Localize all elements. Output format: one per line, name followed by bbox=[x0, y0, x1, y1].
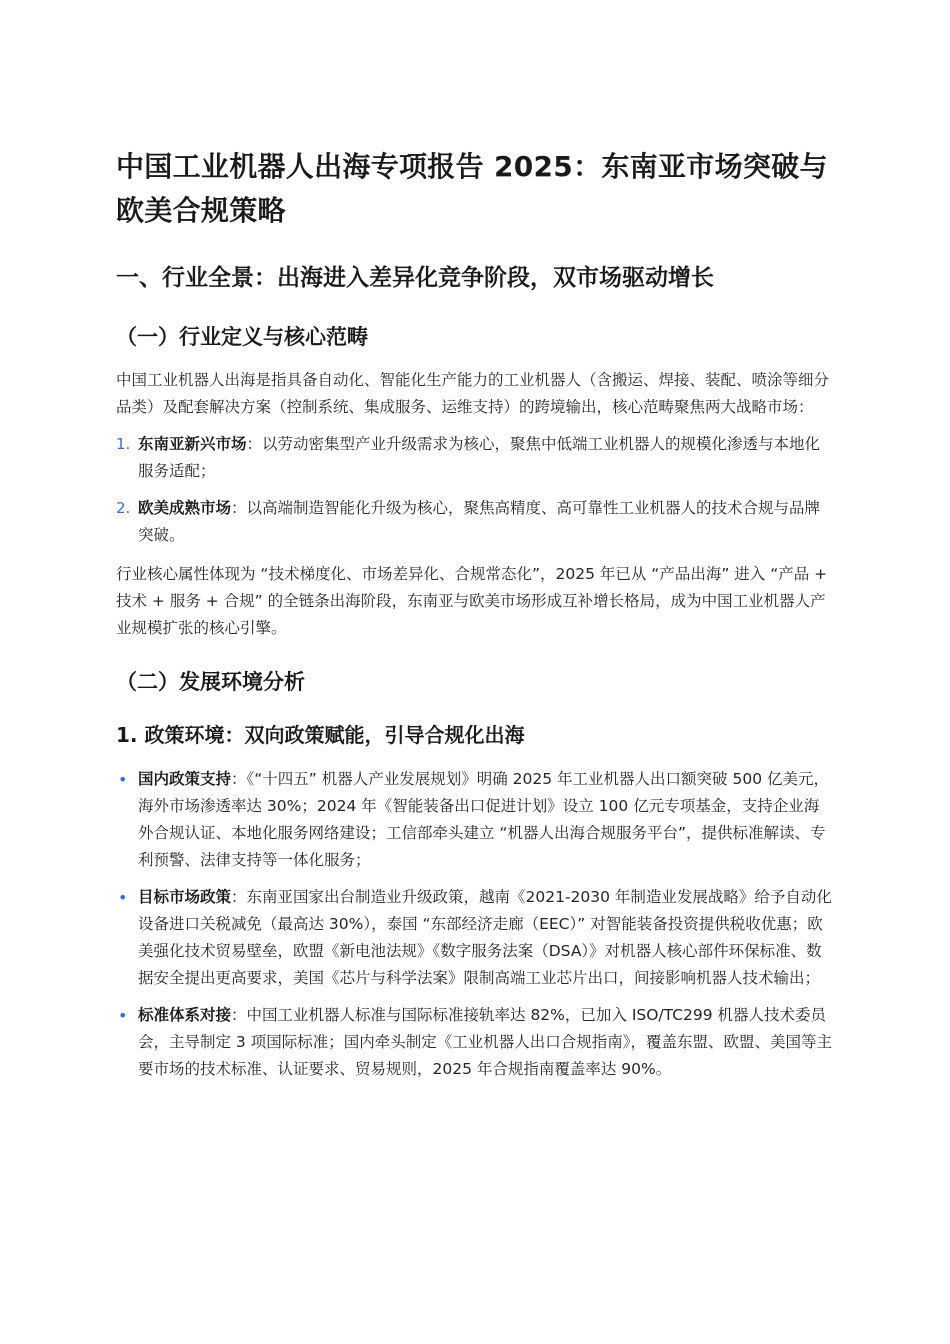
list-item-label: 欧美成熟市场 bbox=[138, 499, 232, 517]
list-item-text: ：东南亚国家出台制造业升级政策，越南《2021-2030 年制造业发展战略》给予自动化设备进口关税减免（最高达 30%），泰国 “东部经济走廊（EEC）” 对智能装备投资提供税收优惠；欧美强化技术贸易壁垒，欧盟《新电池法规》《数字服务法案（DSA）》对机器人核心部件环保标准、数据安全提出更高要求，美国《芯片与科学法案》限制高端工业芯片出口，间接影响机器人技术输出； bbox=[138, 888, 832, 987]
list-item-label: 东南亚新兴市场 bbox=[138, 435, 247, 453]
list-item-label: 目标市场政策 bbox=[138, 888, 232, 906]
subsection-heading-environment: （二）发展环境分析 bbox=[116, 670, 305, 694]
list-item-text: ：以高端制造智能化升级为核心，聚焦高精度、高可靠性工业机器人的技术合规与品牌突破。 bbox=[138, 499, 821, 544]
strategic-markets-list bbox=[116, 431, 834, 549]
list-item bbox=[116, 884, 834, 992]
list-item-label: 国内政策支持 bbox=[138, 770, 232, 788]
subsection-heading-definition: （一）行业定义与核心范畴 bbox=[116, 325, 368, 349]
list-item bbox=[116, 431, 834, 485]
list-item bbox=[116, 495, 834, 549]
list-number: 1. bbox=[116, 435, 131, 453]
policy-list bbox=[116, 766, 834, 1083]
document-title: 中国工业机器人出海专项报告 2025：东南亚市场突破与欧美合规策略 bbox=[116, 150, 828, 227]
list-item bbox=[116, 766, 834, 874]
definition-outro-paragraph: 行业核心属性体现为 “技术梯度化、市场差异化、合规常态化”，2025 年已从 “产品出海” 进入 “产品 + 技术 + 服务 + 合规” 的全链条出海阶段，东南亚与欧美市场形成互补增长格局，成为中国工业机器人产业规模扩张的核心引擎。 bbox=[116, 565, 828, 637]
policy-environment-heading: 1. 政策环境：双向政策赋能，引导合规化出海 bbox=[116, 723, 525, 747]
list-item-label: 标准体系对接 bbox=[138, 1006, 232, 1024]
list-item-text: ：《“十四五” 机器人产业发展规划》明确 2025 年工业机器人出口额突破 500 亿美元，海外市场渗透率达 30%；2024 年《智能装备出口促进计划》设立 100 亿元专项基金，支持企业海外合规认证、本地化服务网络建设；工信部牵头建立 “机器人出海合规服务平台”，提供标准解读、专利预警、法律支持等一体化服务； bbox=[138, 770, 829, 869]
list-number: 2. bbox=[116, 499, 131, 517]
bullet-icon: • bbox=[118, 888, 128, 907]
section-heading-1: 一、行业全景：出海进入差异化竞争阶段，双市场驱动增长 bbox=[116, 265, 714, 291]
bullet-icon: • bbox=[118, 770, 128, 789]
bullet-icon: • bbox=[118, 1006, 128, 1025]
definition-intro-paragraph: 中国工业机器人出海是指具备自动化、智能化生产能力的工业机器人（含搬运、焊接、装配、喷涂等细分品类）及配套解决方案（控制系统、集成服务、运维支持）的跨境输出，核心范畴聚焦两大战略市场： bbox=[116, 371, 830, 416]
list-item-text: ：中国工业机器人标准与国际标准接轨率达 82%，已加入 ISO/TC299 机器人技术委员会，主导制定 3 项国际标准；国内牵头制定《工业机器人出口合规指南》，覆盖东盟、欧盟、美国等主要市场的技术标准、认证要求、贸易规则，2025 年合规指南覆盖率达 90%。 bbox=[138, 1006, 832, 1078]
list-item bbox=[116, 1002, 834, 1083]
list-item-text: ：以劳动密集型产业升级需求为核心，聚焦中低端工业机器人的规模化渗透与本地化服务适配； bbox=[138, 435, 821, 480]
